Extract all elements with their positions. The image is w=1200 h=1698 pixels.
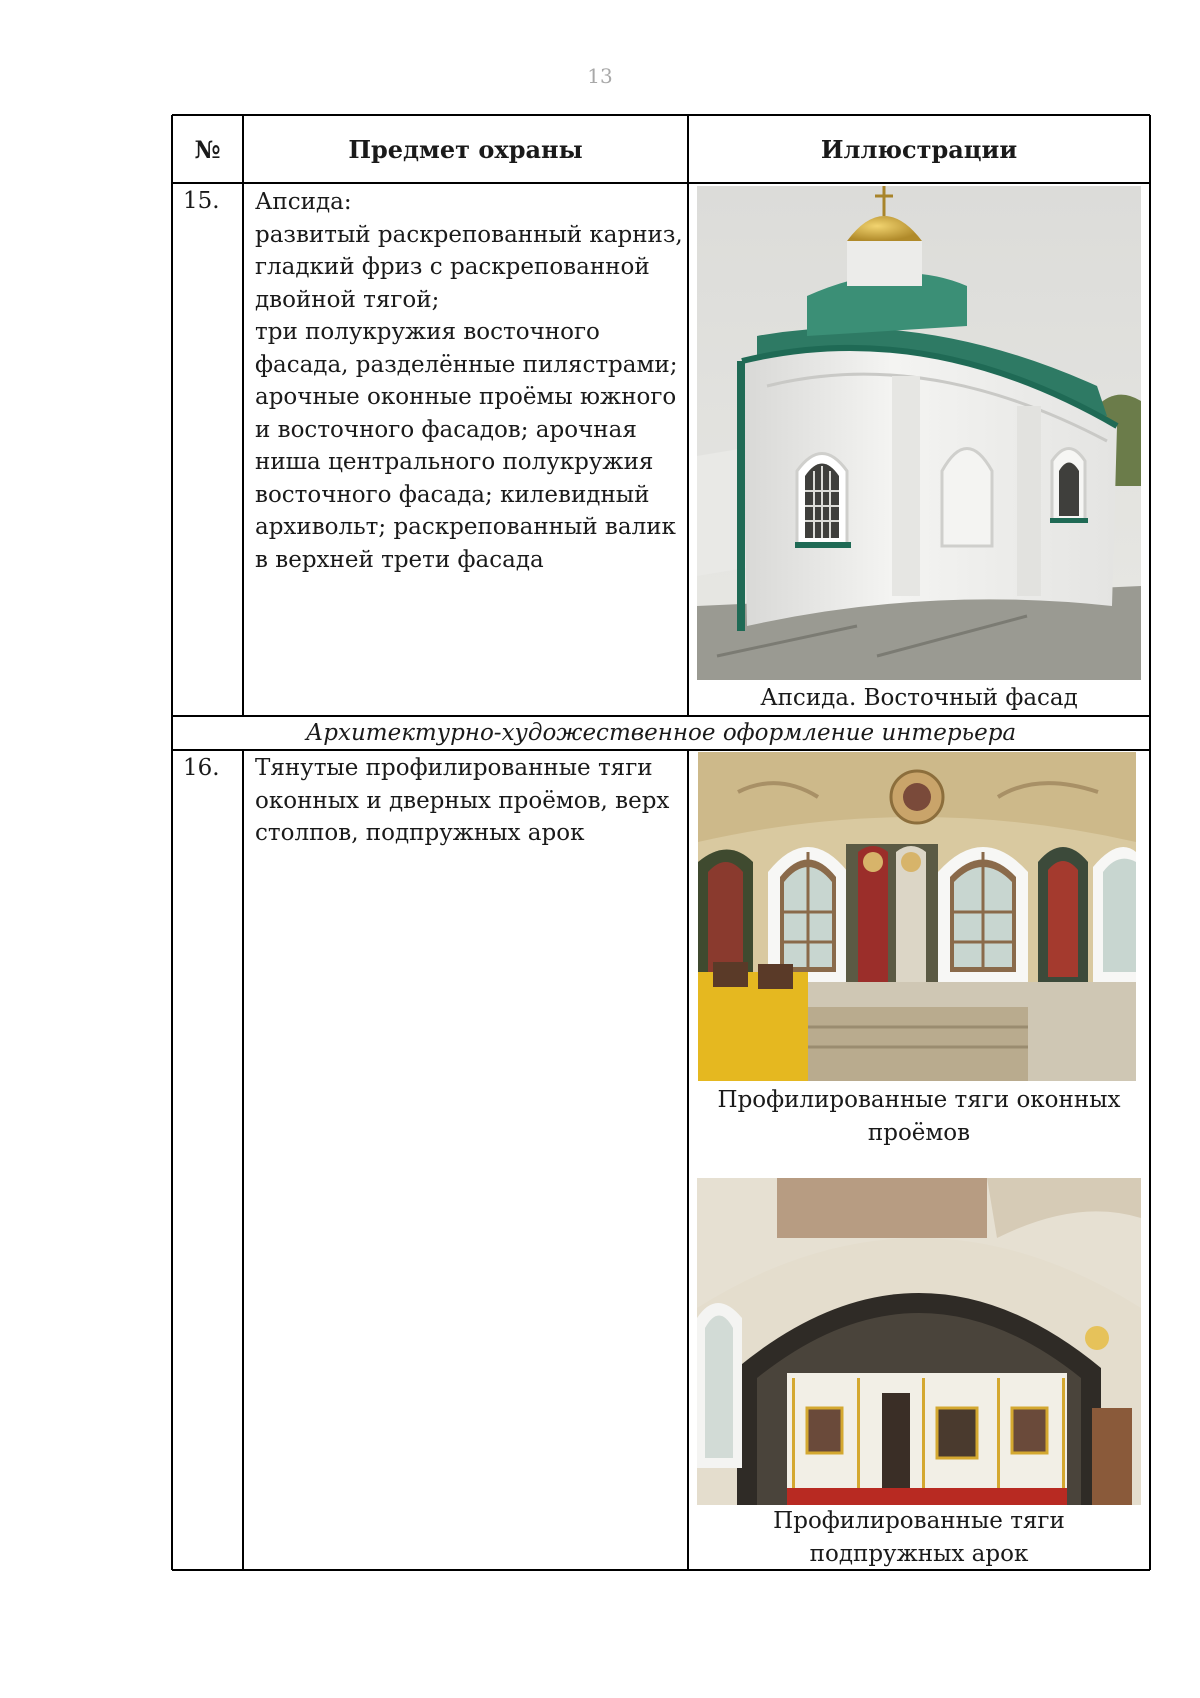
caption-line: проёмов [867,1119,971,1146]
caption-line: Профилированные тяги [773,1508,1065,1534]
caption-window-mouldings [688,1084,1150,1149]
description-line: арочные оконные проёмы южного [255,384,677,410]
description-line: и восточного фасадов; арочная [255,416,637,443]
description-line: три полукружия восточного [255,319,600,345]
apse-east-facade-photo [697,186,1141,680]
header-number: № [194,135,221,164]
description-line: восточного фасада; килевидный [255,481,650,508]
page-number: 13 [587,64,613,88]
header-subject: Предмет охраны [348,135,583,164]
row-description-15 [255,186,685,576]
description-line: Апсида: [255,189,352,215]
caption-arch-mouldings [688,1505,1150,1570]
caption-line: Профилированные тяги оконных [717,1087,1121,1113]
description-line: ниша центрального полукружия [255,449,654,475]
caption-apse: Апсида. Восточный фасад [760,685,1078,711]
description-line: гладкий фриз с раскрепованной [255,254,650,280]
description-line: столпов, подпружных арок [255,820,585,846]
description-line: двойной тягой; [255,286,440,313]
arch-mouldings-photo [697,1178,1141,1505]
description-line: Тянутые профилированные тяги [255,755,653,781]
row-description-16 [255,752,685,850]
description-line: архивольт; раскрепованный валик [255,514,676,540]
description-line: фасада, разделённые пилястрами; [255,351,678,378]
description-line: в верхней трети фасада [255,546,544,573]
section-title-interior: Архитектурно-художественное оформление интерьера [305,720,1017,746]
row-number-15: 15. [183,188,220,214]
window-mouldings-photo [698,752,1136,1081]
description-line: развитый раскрепованный карниз, [255,221,683,248]
header-illustrations: Иллюстрации [820,135,1018,164]
caption-line: подпружных арок [809,1540,1029,1567]
description-line: оконных и дверных проёмов, верх [255,787,670,814]
row-number-16: 16. [183,755,220,781]
